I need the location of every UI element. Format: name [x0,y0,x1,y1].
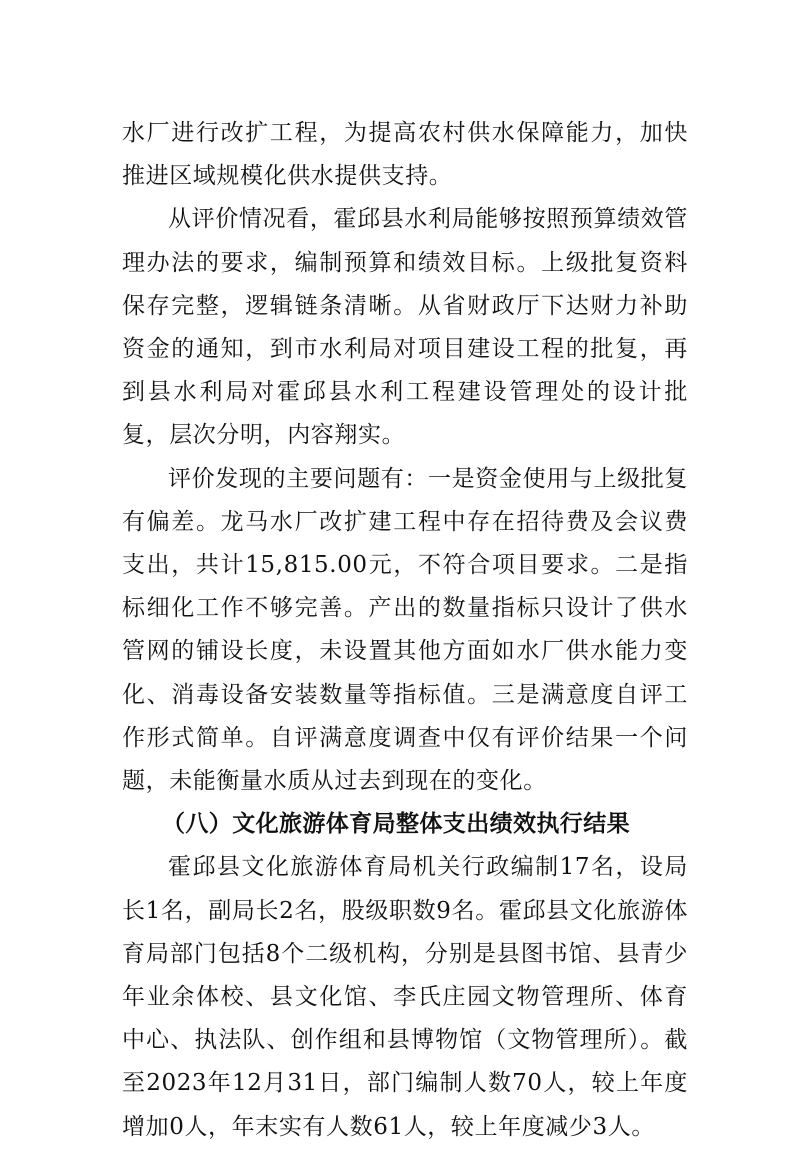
section-heading: （八）文化旅游体育局整体支出绩效执行结果 [162,811,630,838]
document-body [122,112,688,1149]
paragraph-evaluation: 从评价情况看，霍邱县水利局能够按照预算绩效管理办法的要求，编制预算和绩效目标。上级批复资料保存完整，逻辑链条清晰。从省财政厅下达财力补助资金的通知，到市水利局对项目建设工程的批复，再到县水利局对霍邱县水利工程建设管理处的设计批复，层次分明，内容翔实。 [122,206,688,449]
paragraph-culture-bureau: 霍邱县文化旅游体育局机关行政编制17名，设局长1名，副局长2名，股级职数9名。霍邱县文化旅游体育局部门包括8个二级机构，分别是县图书馆、县青少年业余体校、县文化馆、李氏庄园文物管理所、体育中心、执法队、创作组和县博物馆（文物管理所）。截至2023年12月31日，部门编制人数70人，较上年度增加0人，年末实有人数61人，较上年度减少3人。 [122,854,688,1140]
paragraph-continuation: 水厂进行改扩工程，为提高农村供水保障能力，加快推进区域规模化供水提供支持。 [122,120,688,190]
paragraph-problems: 评价发现的主要问题有：一是资金使用与上级批复有偏差。龙马水厂改扩建工程中存在招待费及会议费支出，共计15,815.00元，不符合项目要求。二是指标细化工作不够完善。产出的数量指标只设计了供水管网的铺设长度，未设置其他方面如水厂供水能力变化、消毒设备安装数量等指标值。三是满意度自评工作形式简单。自评满意度调查中仅有评价结果一个问题，未能衡量水质从过去到现在的变化。 [122,465,688,795]
